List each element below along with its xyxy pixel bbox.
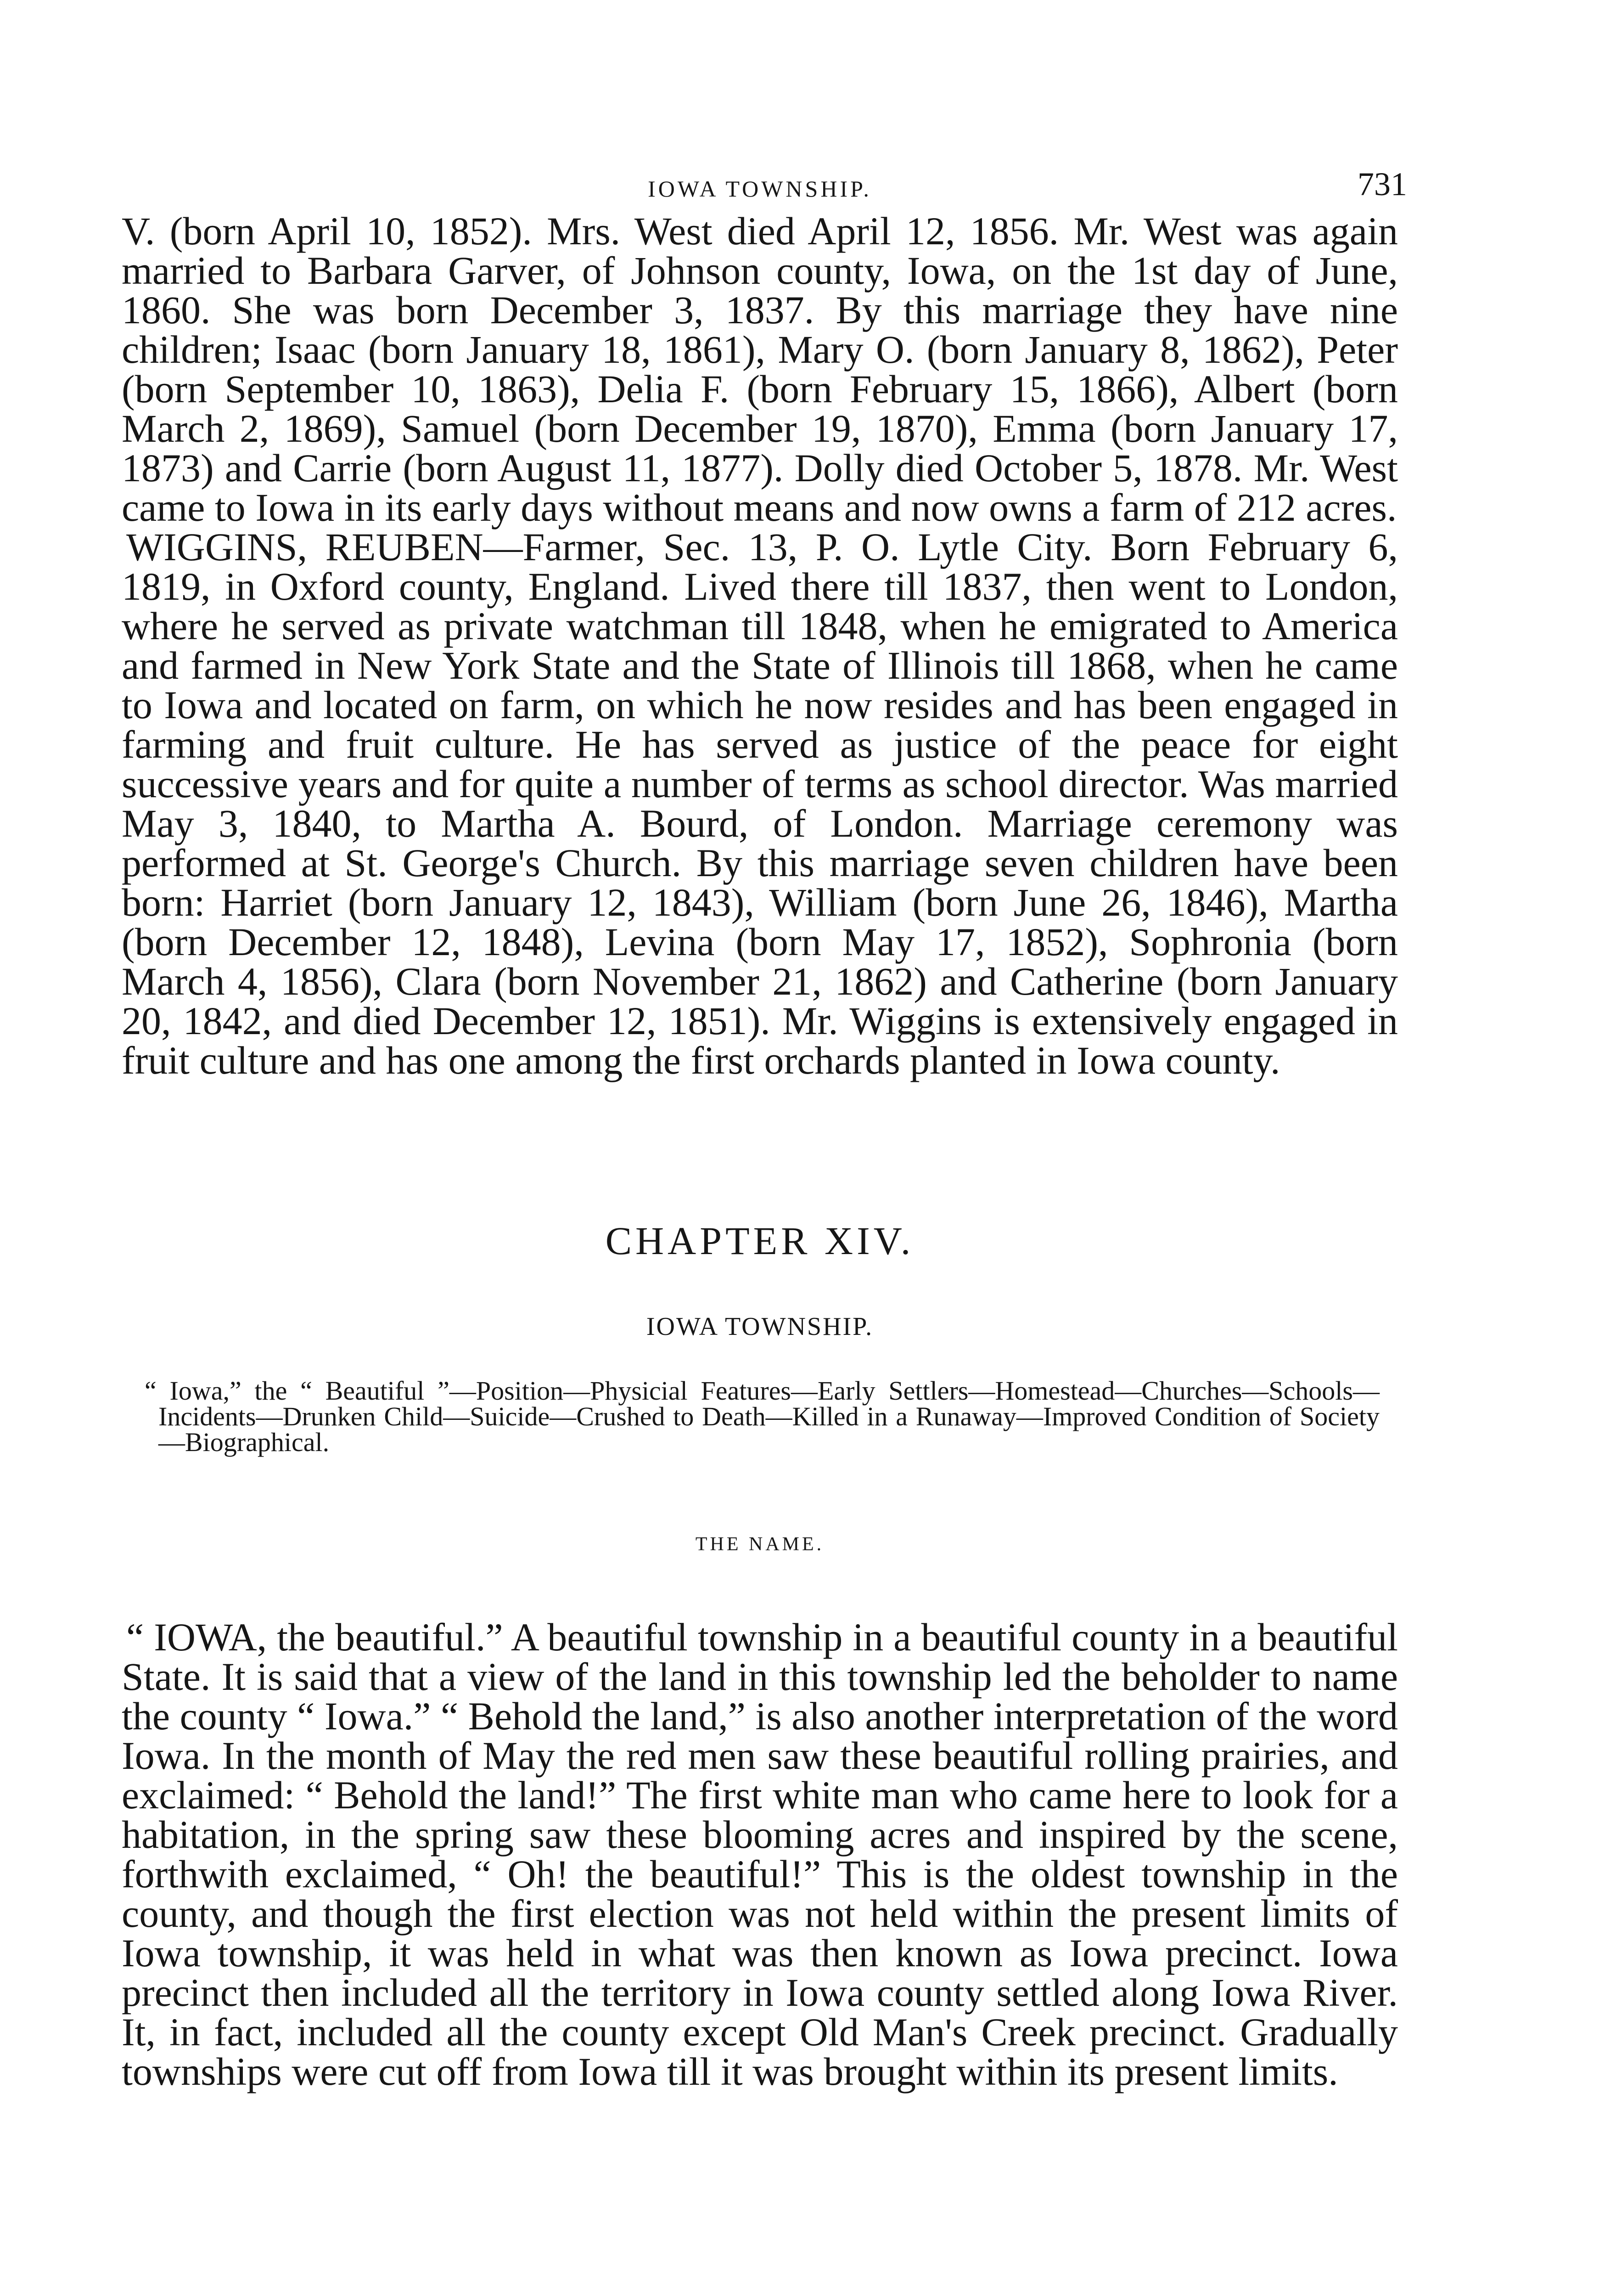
chapter-title: CHAPTER XIV.: [605, 1219, 915, 1263]
west-biography-paragraph: V. (born April 10, 1852). Mrs. West died April 12, 1856. Mr. West was again married to Barbara Garver, of Johnson county, Iowa, on the 1st day of June, 1860. She was born December 3, 1837. By this marriage they have nine children; Isaac (born January 18, 1861), Mary O. (born January 8, 1862), Peter (born September 10, 1863), Delia F. (born February 15, 1866), Albert (born March 2, 1869), Samuel (born December 19, 1870), Emma (born January 17, 1873) and Carrie (born August 11, 1877). Dolly died October 5, 1878. Mr. West came to Iowa in its early days without means and now owns a farm of 212 acres.: [122, 209, 1398, 529]
section-heading: THE NAME.: [695, 1534, 825, 1555]
chapter-synopsis: “ Iowa,” the “ Beautiful ”—Position—Physicial Features—Early Settlers—Homestead—Churches—Schools—Incidents—Drunken Child—Suicide—Crushed to Death—Killed in a Runaway—Improved Condition of Society—Biographical.: [145, 1376, 1380, 1457]
running-title: IOWA TOWNSHIP.: [648, 176, 872, 202]
page-number: 731: [1358, 166, 1407, 203]
section-body: “ IOWA, the beautiful.” A beautiful township in a beautiful county in a beautiful State. It is said that a view of the land in this township led the beholder to name the county “ Iowa.” “ Behold the land,” is also another interpretation of the word Iowa. In the month of May the red men saw these beautiful rolling prairies, and exclaimed: “ Behold the land!” The first white man who came here to look for a habitation, in the spring saw these blooming acres and inspired by the scene, forthwith exclaimed, “ Oh! the beautiful!” This is the oldest township in the county, and though the first election was not held within the present limits of Iowa township, it was held in what was then known as Iowa precinct. Iowa precinct then included all the territory in Iowa county settled along Iowa River. It, in fact, included all the county except Old Man's Creek precinct. Gradually townships were cut off from Iowa till it was brought within its present limits.: [122, 1615, 1398, 2093]
chapter-subtitle: IOWA TOWNSHIP.: [646, 1312, 874, 1341]
book-page: [122, 152, 1407, 2093]
wiggins-biography-paragraph: WIGGINS, REUBEN—Farmer, Sec. 13, P. O. Lytle City. Born February 6, 1819, in Oxford county, England. Lived there till 1837, then went to London, where he served as private watchman till 1848, when he emigrated to America and farmed in New York State and the State of Illinois till 1868, when he came to Iowa and located on farm, on which he now resides and has been engaged in farming and fruit culture. He has served as justice of the peace for eight successive years and for quite a number of terms as school director. Was married May 3, 1840, to Martha A. Bourd, of London. Marriage ceremony was performed at St. George's Church. By this marriage seven children have been born: Harriet (born January 12, 1843), William (born June 26, 1846), Martha (born December 12, 1848), Levina (born May 17, 1852), Sophronia (born March 4, 1856), Clara (born November 21, 1862) and Catherine (born January 20, 1842, and died December 12, 1851). Mr. Wiggins is extensively engaged in fruit culture and has one among the first orchards planted in Iowa county.: [122, 525, 1398, 1082]
running-head: [122, 152, 1407, 207]
